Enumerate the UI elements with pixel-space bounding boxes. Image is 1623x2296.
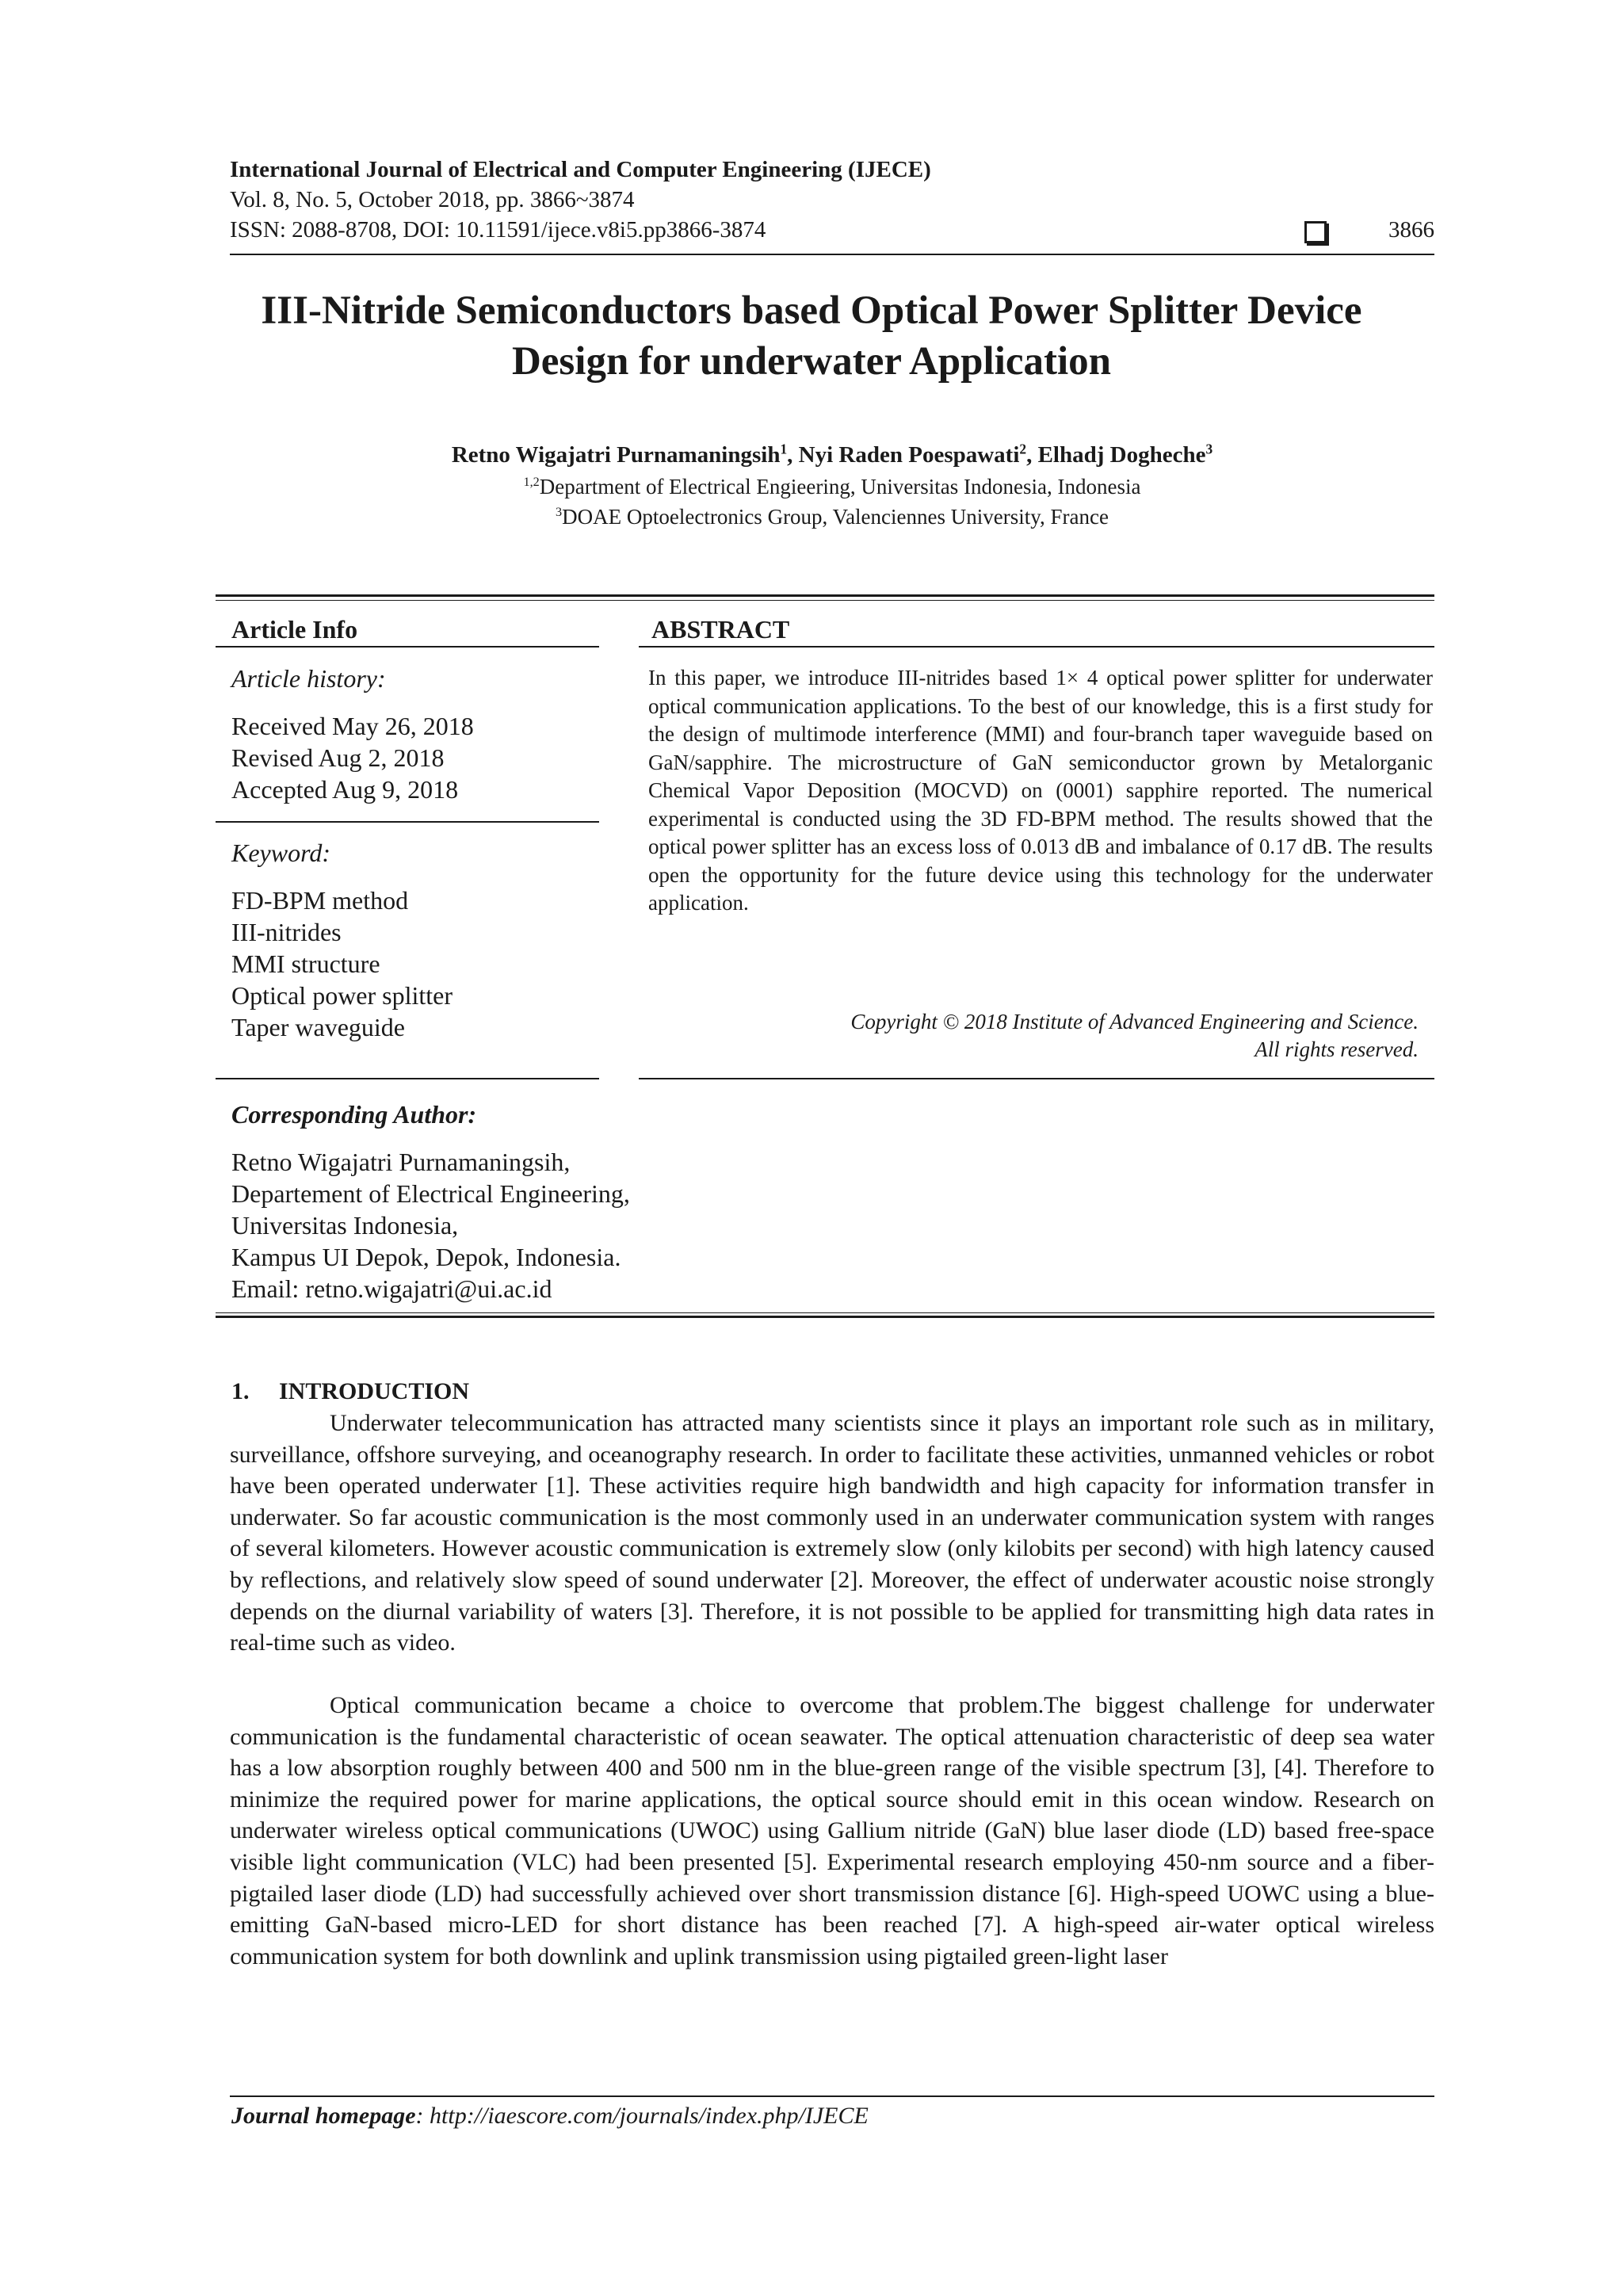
author-university: Universitas Indonesia,	[231, 1211, 459, 1240]
infobox-bottom-rule	[216, 1316, 1434, 1318]
author-department: Departement of Electrical Engineering,	[231, 1179, 630, 1208]
author-2-sup: 2	[1019, 441, 1027, 457]
author-email: Email: retno.wigajatri@ui.ac.id	[231, 1274, 552, 1303]
infobox-bottom-rule-thin	[216, 1312, 1434, 1313]
affiliation-2	[230, 502, 1434, 531]
intro-paragraph-1: Underwater telecommunication has attracted many scientists since it plays an important role such as in military, surveillance, offshore surveying, and oceanography research. In order to facilitate these activities, unmanned vehicles or robot have been operated underwater [1]. These activities require high bandwidth and high capacity for information transfer in underwater. So far acoustic communication is the most commonly used in an underwater communication system with ranges of several kilometers. However acoustic communication is extremely slow (only kilobits per second) with high latency caused by reflections, and relatively slow speed of sound underwater [2]. Moreover, the effect of underwater acoustic noise strongly depends on the diurnal variability of waters [3]. Therefore, it is not possible to be applied for transmitting high data rates in real-time such as video.	[230, 1410, 1434, 1656]
issn-doi: ISSN: 2088-8708, DOI: 10.11591/ijece.v8i5.pp3866-3874	[230, 217, 766, 243]
header-rule	[230, 254, 1434, 255]
article-info-rule	[216, 646, 599, 648]
author-name: Retno Wigajatri Purnamaningsih,	[231, 1148, 571, 1176]
keyword-item: III-nitrides	[231, 918, 342, 946]
affiliation-1-text: Department of Electrical Engieering, Universitas Indonesia, Indonesia	[539, 475, 1141, 499]
author-list	[230, 441, 1434, 469]
rights-line: All rights reserved.	[1254, 1037, 1419, 1061]
affiliation-2-text: DOAE Optoelectronics Group, Valenciennes University, France	[562, 505, 1109, 529]
keyword-item: FD-BPM method	[231, 886, 409, 915]
affiliation-1-sup: 1,2	[523, 475, 540, 489]
corresponding-author-label: Corresponding Author:	[231, 1100, 477, 1129]
article-info-heading: Article Info	[231, 615, 358, 644]
title-line-1: III-Nitride Semiconductors based Optical Power Splitter Device	[261, 288, 1362, 333]
journal-homepage	[231, 2100, 869, 2132]
footer-rule	[230, 2095, 1434, 2097]
title-line-2: Design for underwater Application	[511, 339, 1112, 384]
author-1: Retno Wigajatri Purnamaningsih	[451, 442, 781, 468]
keyword-rule	[216, 1078, 599, 1079]
abstract-bottom-rule	[639, 1078, 1434, 1079]
copyright-line: Copyright © 2018 Institute of Advanced Engineering and Science.	[850, 1010, 1419, 1033]
copyright-notice	[713, 1008, 1419, 1064]
paper-title	[158, 285, 1465, 387]
author-3: , Elhadj Dogheche	[1026, 442, 1206, 468]
abstract-text: In this paper, we introduce III-nitrides based 1× 4 optical power splitter for underwater optical communication applications. To the best of our knowledge, this is a first study for the design of multimode interference (MMI) and four-branch taper waveguide based on GaN/sapphire. The microstructure of GaN semiconductor grown by Metalorganic Chemical Vapor Deposition (MOCVD) on (0001) sapphire reported. The numerical experimental is conducted using the 3D FD-BPM method. The results showed that the optical power splitter has an excess loss of 0.013 dB and imbalance of 0.17 dB. The results open the opportunity for the future device using this technology for the underwater application.	[648, 666, 1433, 915]
homepage-url[interactable]: : http://iaescore.com/journals/index.php/IJECE	[415, 2103, 869, 2129]
abstract-rule	[639, 646, 1434, 648]
intro-paragraph-2: Optical communication became a choice to overcome that problem.The biggest challenge for underwater communication is the fundamental characteristic of ocean seawater. The optical attenuation characteristic of deep sea water has a low absorption roughly between 400 and 500 nm in the blue-green range of the visible spectrum [3], [4]. Therefore to minimize the required power for marine applications, the optical source should emit in this ocean window. Research on underwater wireless optical communications (UWOC) using Gallium nitride (GaN) blue laser diode (LD) based free-space visible light communication (VLC) had been presented [5]. Experimental research employing 450-nm source and a fiber-pigtailed laser diode (LD) had successfully achieved over short transmission distance [6]. High-speed UOWC using a blue-emitting GaN-based micro-LED for short distance has been reached [7]. A high-speed air-water optical wireless communication system for both downlink and uplink transmission using pigtailed green-light laser	[230, 1692, 1434, 1969]
keyword-item: Taper waveguide	[231, 1013, 405, 1041]
keyword-label: Keyword:	[231, 839, 331, 867]
revised-date: Revised Aug 2, 2018	[231, 743, 445, 772]
accepted-date: Accepted Aug 9, 2018	[231, 775, 459, 804]
corresponding-author-details	[231, 1146, 630, 1305]
received-date: Received May 26, 2018	[231, 712, 474, 740]
section-heading: 1. INTRODUCTION	[231, 1378, 470, 1404]
author-address: Kampus UI Depok, Depok, Indonesia.	[231, 1243, 621, 1271]
journal-name: International Journal of Electrical and Computer Engineering (IJECE)	[230, 157, 931, 182]
infobox-top-rule-thin	[216, 600, 1434, 601]
history-rule	[216, 821, 599, 823]
abstract-heading: ABSTRACT	[651, 615, 790, 644]
infobox-top-rule	[216, 594, 1434, 597]
article-history-label: Article history:	[231, 664, 386, 693]
page-number: 3866	[1388, 217, 1434, 243]
affiliation-2-sup: 3	[556, 505, 563, 519]
keyword-item: MMI structure	[231, 949, 380, 978]
homepage-label: Journal homepage	[231, 2103, 416, 2129]
keyword-item: Optical power splitter	[231, 981, 453, 1010]
volume-info: Vol. 8, No. 5, October 2018, pp. 3866~3874	[230, 187, 635, 212]
author-3-sup: 3	[1205, 441, 1213, 457]
author-1-sup: 1	[780, 441, 788, 457]
author-2: , Nyi Raden Poespawati	[787, 442, 1020, 468]
affiliation-1	[230, 472, 1434, 501]
keyword-list	[231, 884, 453, 1043]
checkbox-icon	[1304, 221, 1327, 243]
